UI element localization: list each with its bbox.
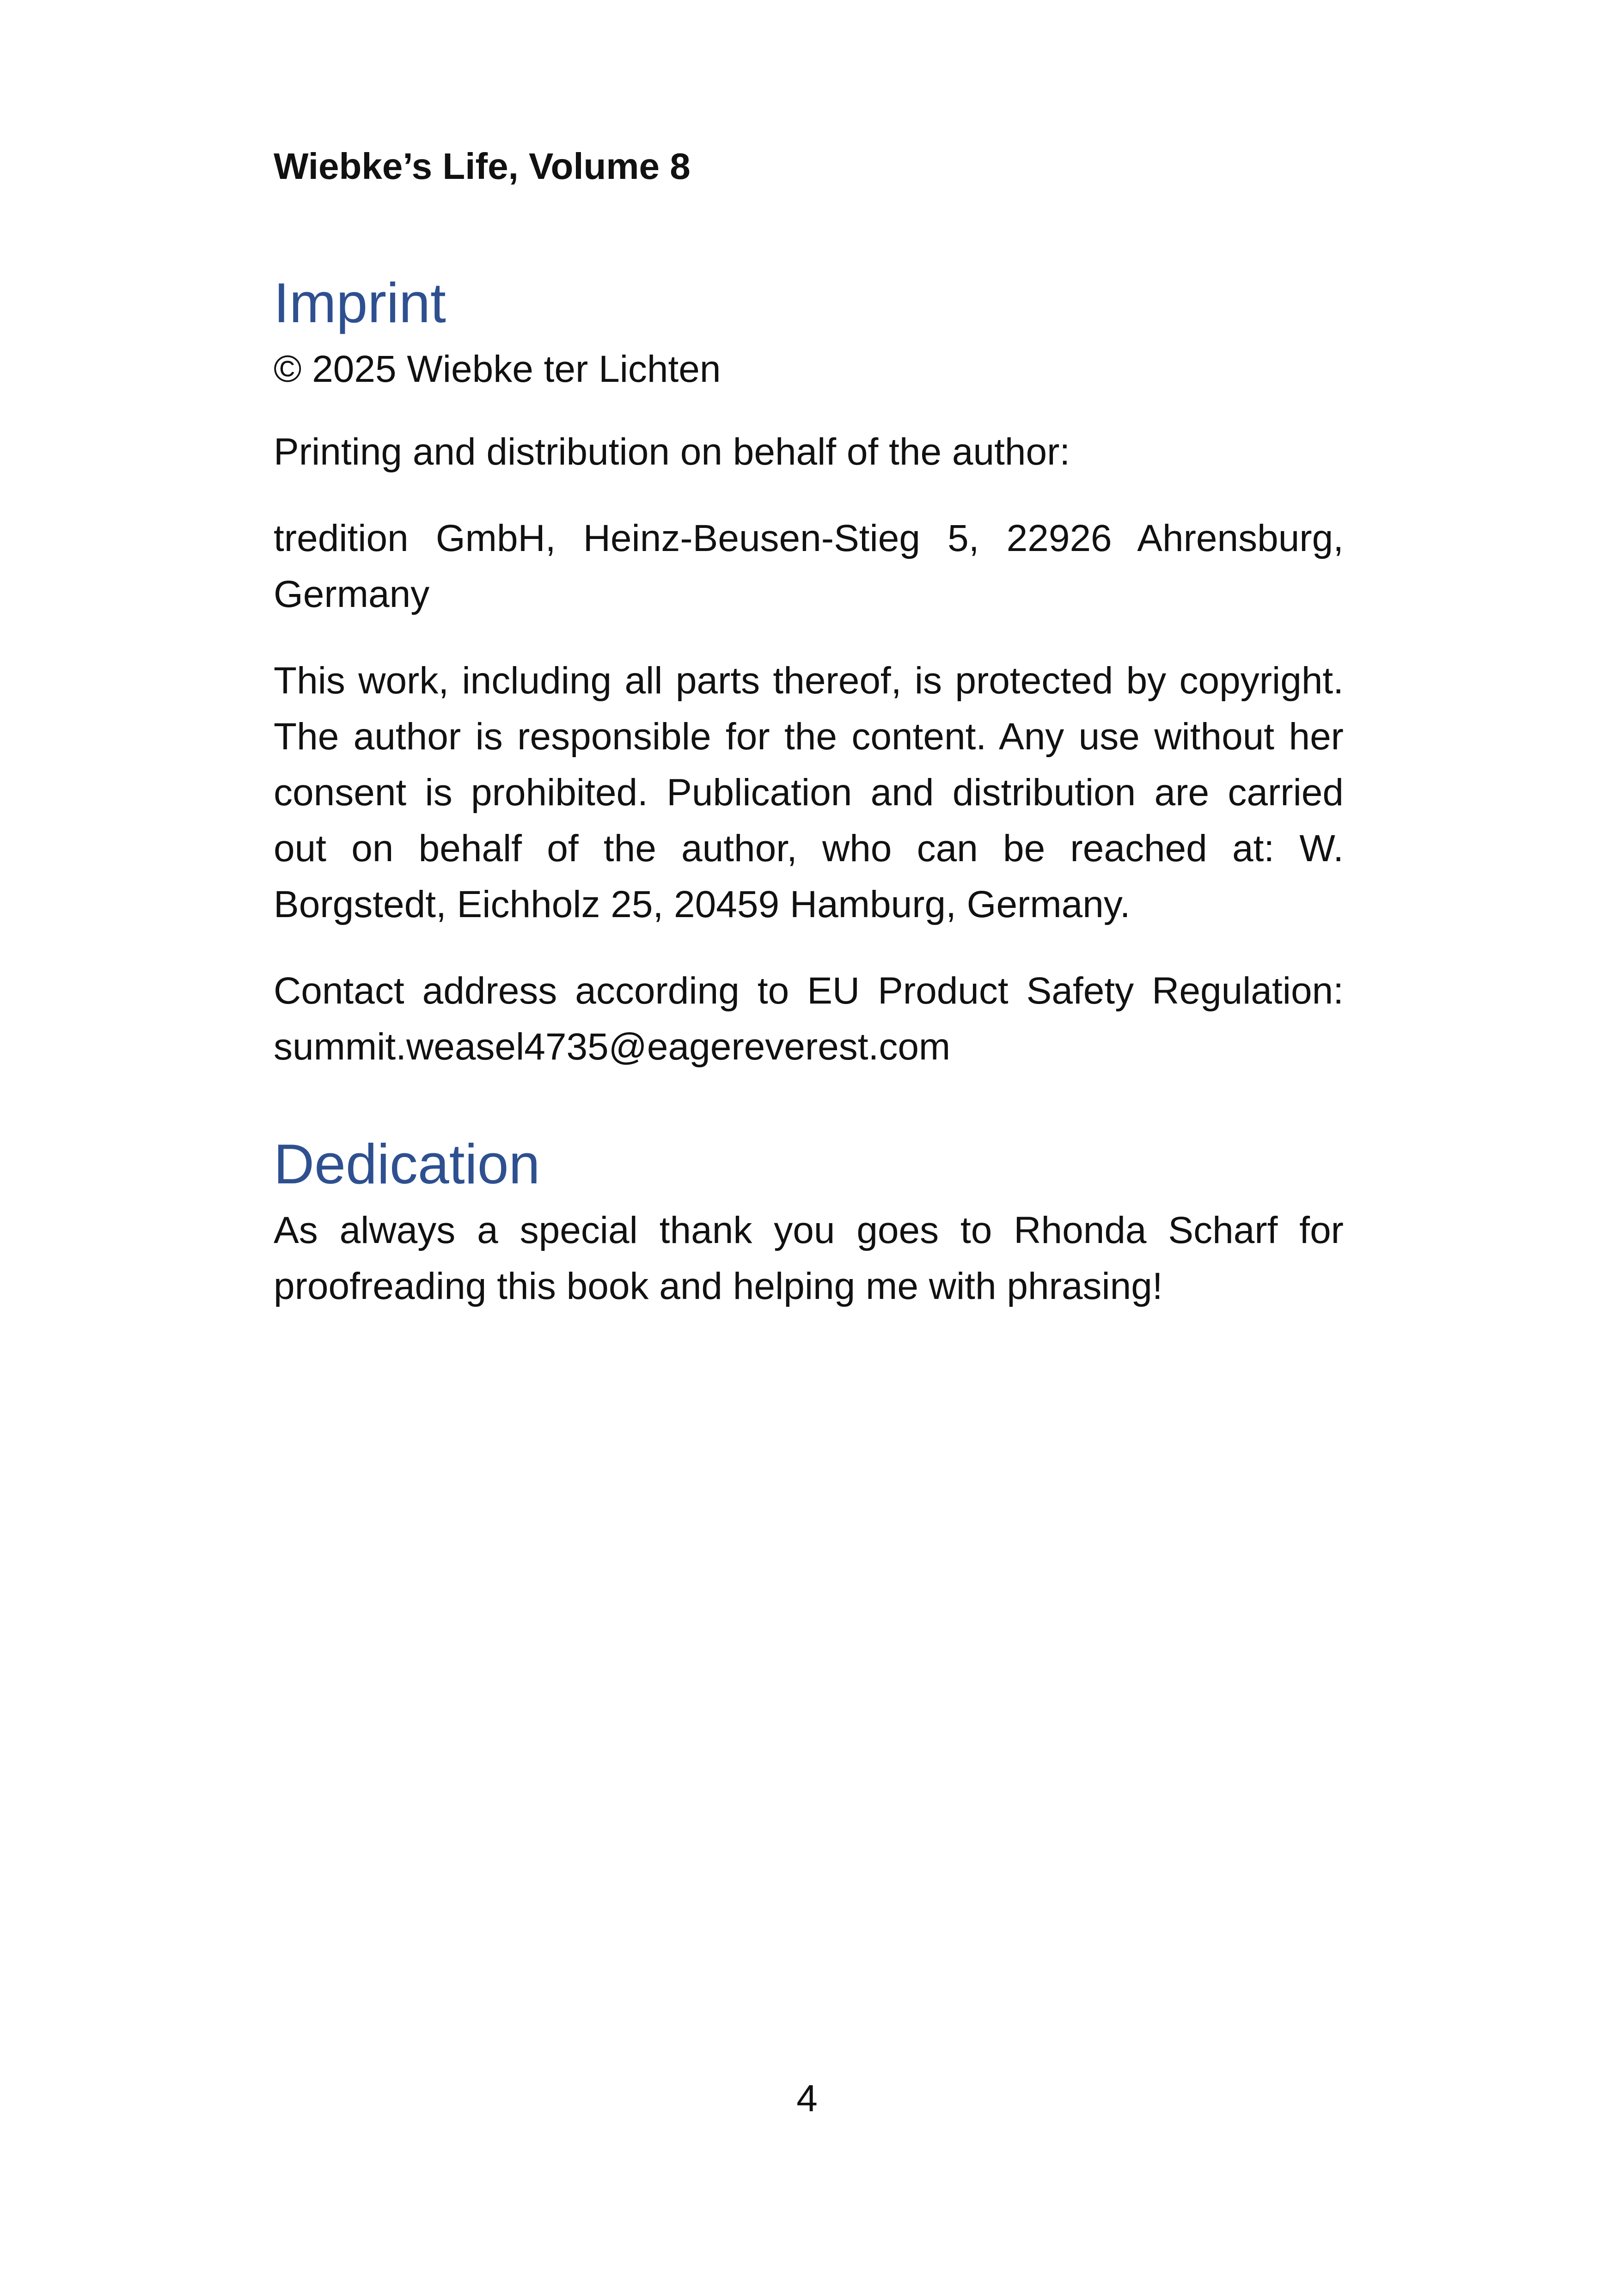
- dedication-text: As always a special thank you goes to Rhonda Scharf for proofreading this book and helping me with phrasing!: [274, 1209, 1344, 1307]
- dedication-heading: Dedication: [274, 1133, 540, 1195]
- printing-line: Printing and distribution on behalf of the author:: [274, 431, 1070, 473]
- legal-notice: This work, including all parts thereof, is protected by copyright. The author is responsible for the content. Any use without her consent is prohibited. Publication and distribution are carried out on behalf of the author, who can be reached at: W. Borgstedt, Eichholz 25, 20459 Hamburg, Germany.: [274, 660, 1344, 925]
- page-content: [274, 139, 1344, 1345]
- running-header: Wiebke’s Life, Volume 8: [274, 146, 691, 187]
- page-number: 4: [796, 2077, 818, 2119]
- contact-line: Contact address according to EU Product Safety Regulation: summit.weasel4735@eagereverest.com: [274, 970, 1344, 1068]
- imprint-heading: Imprint: [274, 271, 446, 334]
- copyright-line: © 2025 Wiebke ter Lichten: [274, 348, 721, 390]
- publisher-address: tredition GmbH, Heinz-Beusen-Stieg 5, 22926 Ahrensburg, Germany: [274, 517, 1344, 615]
